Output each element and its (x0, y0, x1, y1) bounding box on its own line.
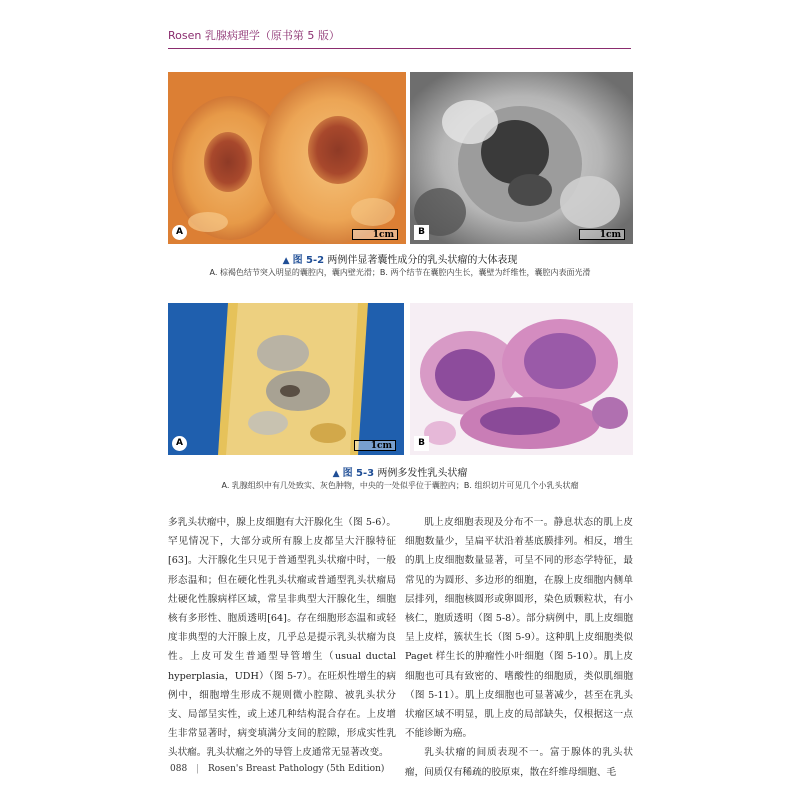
figure-marker-icon: ▲ (282, 256, 290, 266)
figure-number: 图 5-3 (342, 468, 375, 479)
body-paragraph: 肌上皮细胞表现及分布不一。静息状态的肌上皮细胞数量少，呈扁平状沿着基底膜排列。相反，增生的肌上皮细胞数量显著，可呈不同的形态学特征，最常见的为圆形、多边形的细胞，在腺上皮细胞内侧单层排列，细胞核圆形或卵圆形，染色质颗粒状，有小核仁，胞质透明（图 5-8）。部分病例中，肌上皮细胞呈上皮样，簇状生长（图 5-9）。这种肌上皮细胞类似 Paget 样生长的肿瘤性小叶细胞（图 5-10）。肌上皮细胞也可具有致密的、嗜酸性的细胞质，类似肌细胞（图 5-11）。肌上皮细胞也可显著减少，甚至在乳头状瘤区域不明显，肌上皮的局部缺失，仅根据这一点不能诊断为癌。 (405, 517, 633, 740)
panel-letter: B (414, 225, 429, 240)
page-footer (170, 764, 384, 774)
running-header: Rosen 乳腺病理学（原书第 5 版） (168, 29, 340, 42)
scale-bar: 1cm (579, 229, 625, 240)
figure-marker-icon: ▲ (332, 469, 340, 479)
scale-bar: 1cm (354, 440, 396, 451)
figure-5-3-panel-a (168, 303, 404, 455)
figure-5-3-title (0, 464, 800, 479)
panel-letter: A (172, 436, 187, 451)
scale-bar: 1cm (352, 229, 398, 240)
figure-5-2-caption: A. 棕褐色结节突入明显的囊腔内，囊内壁光滑；B. 两个结节在囊腔内生长，囊壁为纤维性，囊腔内表面光滑 (209, 268, 591, 277)
panel-letter: A (172, 225, 187, 240)
figure-5-3-panel-b (410, 303, 633, 455)
body-paragraph: 乳头状瘤的间质表现不一。富于腺体的乳头状瘤，间质仅有稀疏的胶原束，散在纤维母细胞、毛 (405, 747, 633, 778)
figure-title-text: 两例伴显著囊性成分的乳头状瘤的大体表现 (327, 255, 518, 266)
footer-separator: | (196, 764, 200, 774)
figure-5-2-title (0, 251, 800, 266)
figure-5-2-panel-b (410, 72, 633, 244)
figure-5-2-panel-a (168, 72, 406, 244)
book-title: Rosen's Breast Pathology (5th Edition) (207, 764, 385, 774)
figure-title-text: 两例多发性乳头状瘤 (377, 468, 468, 479)
page-number: 088 (170, 764, 188, 774)
figure-number: 图 5-2 (292, 255, 325, 266)
body-left-column (168, 513, 396, 763)
figure-5-3-caption: A. 乳腺组织中有几处致实、灰色肿物，中央的一处似乎位于囊腔内；B. 组织切片可见几个小乳头状瘤 (221, 481, 579, 490)
panel-letter: B (414, 436, 429, 451)
body-right-column (405, 513, 633, 782)
body-paragraph: 多乳头状瘤中，腺上皮细胞有大汗腺化生（图 5-6）。罕见情况下，大部分或所有腺上皮都呈大汗腺特征[63]。大汗腺化生只见于普通型乳头状瘤中时，一般形态温和；但在硬化性乳头状瘤或普通型乳头状瘤局灶硬化性腺病样区域，常呈非典型大汗腺化生，细胞核有多形性、胞质透明[64]。存在细胞形态温和或轻度非典型的大汗腺上皮，几乎总是提示乳头状瘤为良性。上皮可发生普通型导管增生（usual ductal hyperplasia，UDH）（图 5-7）。在旺炽性增生的病例中，细胞增生形成不规则微小腔隙、被乳头状分支、局部呈实性，或上述几种结构混合存在。上皮增生非常显著时，病变填满分支间的腔隙，形成实性乳头状瘤。乳头状瘤之外的导管上皮通常无显著改变。 (168, 517, 396, 759)
header-rule (168, 48, 631, 49)
